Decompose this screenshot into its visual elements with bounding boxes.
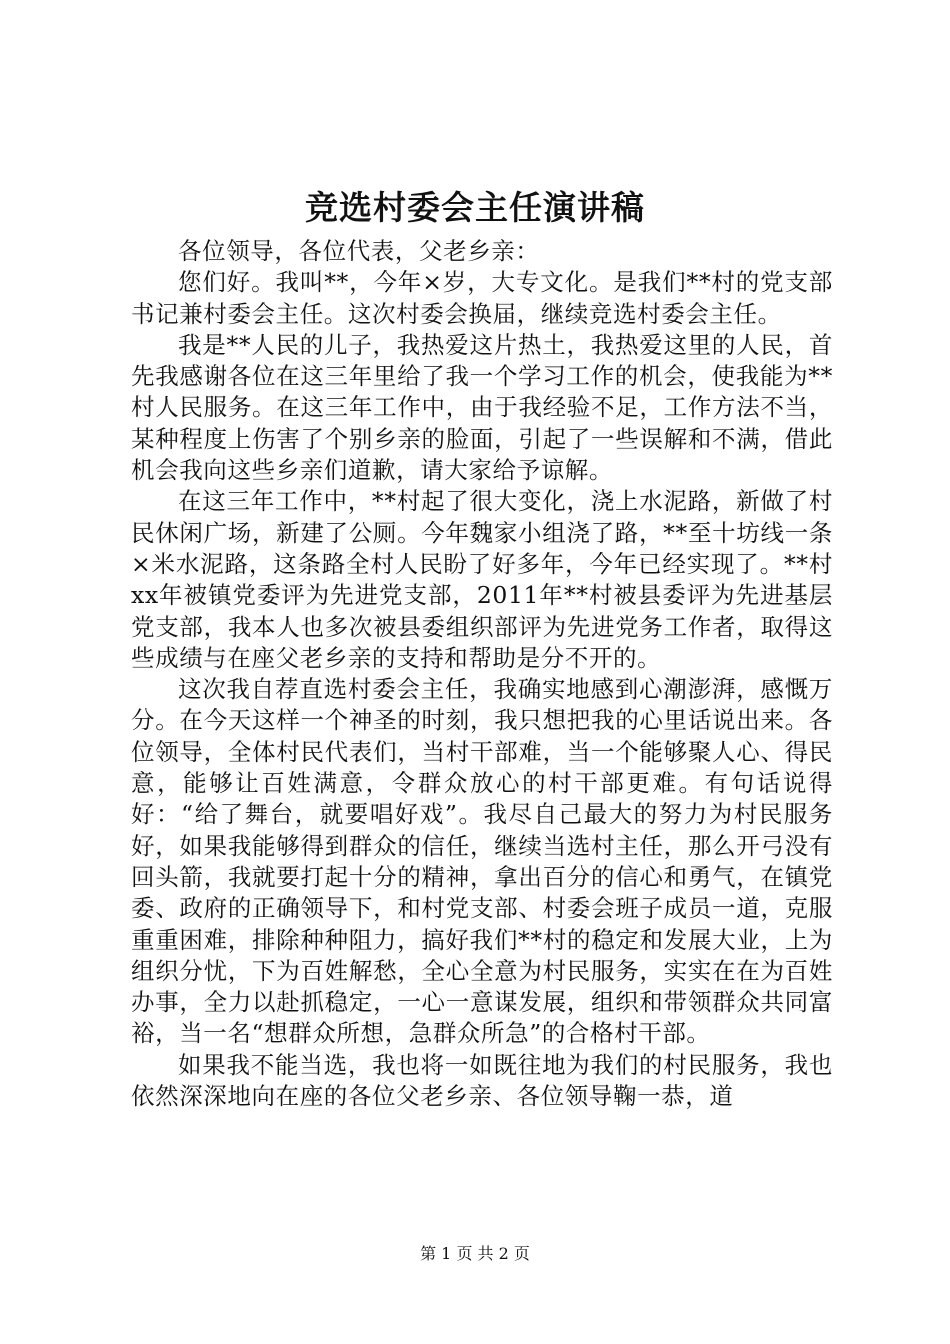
- paragraph-commitment: 这次我自荐直选村委会主任，我确实地感到心潮澎湃，感慨万分。在今天这样一个神圣的时刻，我只想把我的心里话说出来。各位领导，全体村民代表们，当村干部难，当一个能够聚人心、得民意，能够让百姓满意，令群众放心的村干部更难。有句话说得好：“给了舞台，就要唱好戏”。我尽自己最大的努力为村民服务好，如果我能够得到群众的信任，继续当选村主任，那么开弓没有回头箭，我就要打起十分的精神，拿出百分的信心和勇气，在镇党委、政府的正确领导下，和村党支部、村委会班子成员一道，克服重重困难，排除种种阻力，搞好我们**村的稳定和发展大业，上为组织分忧，下为百姓解愁，全心全意为村民服务，实实在在为百姓办事，全力以赴抓稳定，一心一意谋发展，组织和带领群众共同富裕，当一名“想群众所想，急群众所急”的合格村干部。: [131, 675, 833, 1048]
- paragraph-achievements: 在这三年工作中，**村起了很大变化，浇上水泥路，新做了村民休闲广场，新建了公厕。今年魏家小组浇了路，**至十坊线一条×米水泥路，这条路全村人民盼了好多年，今年已经实现了。**村xx年被镇党委评为先进党支部，2011年**村被县委评为先进基层党支部，我本人也多次被县委组织部评为先进党务工作者，取得这些成绩与在座父老乡亲的支持和帮助是分不开的。: [131, 487, 833, 672]
- paragraph-gratitude: 我是**人民的儿子，我热爱这片热土，我热爱这里的人民，首先我感谢各位在这三年里给了我一个学习工作的机会，使我能为**村人民服务。在这三年工作中，由于我经验不足，工作方法不当，某种程度上伤害了个别乡亲的脸面，引起了一些误解和不满，借此机会我向这些乡亲们道歉，请大家给予谅解。: [131, 330, 833, 485]
- document-body: [131, 236, 833, 1112]
- paragraph-if-not-elected: 如果我不能当选，我也将一如既往地为我们的村民服务，我也依然深深地向在座的各位父老乡亲、各位领导鞠一恭，道: [131, 1050, 833, 1111]
- document-title: 竞选村委会主任演讲稿: [305, 188, 645, 227]
- paragraph-introduction: 您们好。我叫**，今年×岁，大专文化。是我们**村的党支部书记兼村委会主任。这次村委会换届，继续竞选村委会主任。: [131, 268, 833, 328]
- page-number-footer: 第 1 页 共 2 页: [420, 1244, 530, 1263]
- paragraph-salutation: 各位领导，各位代表，父老乡亲：: [178, 237, 540, 265]
